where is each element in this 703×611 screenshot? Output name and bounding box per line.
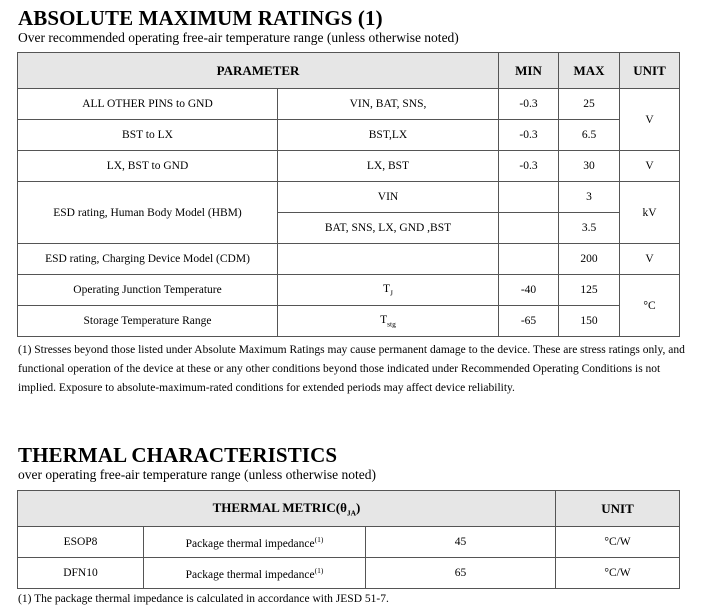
param-symbol <box>278 275 499 306</box>
table-row <box>18 558 680 589</box>
symbol-text: T <box>380 313 388 326</box>
param-name: ESD rating, Human Body Model (HBM) <box>18 182 278 244</box>
param-name: Operating Junction Temperature <box>18 275 278 306</box>
thermal-package: ESOP8 <box>18 527 144 558</box>
param-max: 3 <box>559 182 620 213</box>
param-min: -65 <box>499 306 559 337</box>
symbol-subscript: J <box>390 288 393 298</box>
thermal-desc <box>144 558 366 589</box>
thermal-subtitle: over operating free-air temperature range (unless otherwise noted) <box>18 467 376 482</box>
header-thermal-metric <box>18 491 556 527</box>
amr-title: ABSOLUTE MAXIMUM RATINGS (1) <box>18 6 383 30</box>
param-max: 6.5 <box>559 120 620 151</box>
param-unit: kV <box>620 182 680 244</box>
thermal-desc-text: Package thermal impedance <box>185 537 315 550</box>
footnote-ref: (1) <box>314 534 324 544</box>
param-min: -0.3 <box>499 151 559 182</box>
param-name: ESD rating, Charging Device Model (CDM) <box>18 244 278 275</box>
thermal-desc-text: Package thermal impedance <box>185 568 315 581</box>
thermal-value: 45 <box>366 527 556 558</box>
param-name: Storage Temperature Range <box>18 306 278 337</box>
header-min: MIN <box>499 53 559 89</box>
thermal-table <box>17 490 680 589</box>
header-unit: UNIT <box>620 53 680 89</box>
param-name: LX, BST to GND <box>18 151 278 182</box>
param-name: ALL OTHER PINS to GND <box>18 89 278 120</box>
amr-footnote: (1) Stresses beyond those listed under Absolute Maximum Ratings may cause permanent damage to the device. These are stress ratings only, and functional operation of the device at these or any other conditions beyond those indicated under Recommended Operating Conditions is not implied. Exposure to absolute-maximum-rated conditions for extended periods may affect device reliability. <box>18 344 685 394</box>
param-pins: LX, BST <box>278 151 499 182</box>
param-min <box>499 182 559 213</box>
param-unit: V <box>620 151 680 182</box>
table-row <box>18 306 680 337</box>
table-row <box>18 120 680 151</box>
thermal-unit: °C/W <box>556 527 680 558</box>
symbol-text: T <box>383 282 391 295</box>
table-row <box>18 182 680 213</box>
param-max: 3.5 <box>559 213 620 244</box>
param-unit: V <box>620 89 680 151</box>
thermal-footnote: (1) The package thermal impedance is calculated in accordance with JESD 51-7. <box>18 593 389 605</box>
param-pins: BST,LX <box>278 120 499 151</box>
table-row <box>18 89 680 120</box>
header-metric-end: ) <box>356 499 361 515</box>
thermal-package: DFN10 <box>18 558 144 589</box>
param-pins: BAT, SNS, LX, GND ,BST <box>278 213 499 244</box>
thermal-unit: °C/W <box>556 558 680 589</box>
param-max: 150 <box>559 306 620 337</box>
param-min: -40 <box>499 275 559 306</box>
param-pins: VIN, BAT, SNS, <box>278 89 499 120</box>
param-min: -0.3 <box>499 120 559 151</box>
footnote-ref: (1) <box>314 565 324 575</box>
param-min: -0.3 <box>499 89 559 120</box>
param-pins: VIN <box>278 182 499 213</box>
param-unit: °C <box>620 275 680 337</box>
header-thermal-unit: UNIT <box>556 491 680 527</box>
header-parameter: PARAMETER <box>18 53 499 89</box>
table-row <box>18 275 680 306</box>
param-max: 25 <box>559 89 620 120</box>
table-row <box>18 527 680 558</box>
param-max: 200 <box>559 244 620 275</box>
symbol-subscript: stg <box>387 319 396 329</box>
header-metric-subscript: JA <box>346 508 357 518</box>
param-unit: V <box>620 244 680 275</box>
thermal-desc <box>144 527 366 558</box>
param-symbol <box>278 306 499 337</box>
header-metric-text: THERMAL METRIC(θ <box>212 499 347 515</box>
thermal-title: THERMAL CHARACTERISTICS <box>18 443 338 467</box>
thermal-value: 65 <box>366 558 556 589</box>
header-max: MAX <box>559 53 620 89</box>
param-pins <box>278 244 499 275</box>
param-max: 30 <box>559 151 620 182</box>
table-row <box>18 244 680 275</box>
amr-subtitle: Over recommended operating free-air temperature range (unless otherwise noted) <box>18 30 459 45</box>
param-min <box>499 213 559 244</box>
param-min <box>499 244 559 275</box>
param-max: 125 <box>559 275 620 306</box>
param-name: BST to LX <box>18 120 278 151</box>
table-row <box>18 151 680 182</box>
amr-table <box>17 52 680 337</box>
